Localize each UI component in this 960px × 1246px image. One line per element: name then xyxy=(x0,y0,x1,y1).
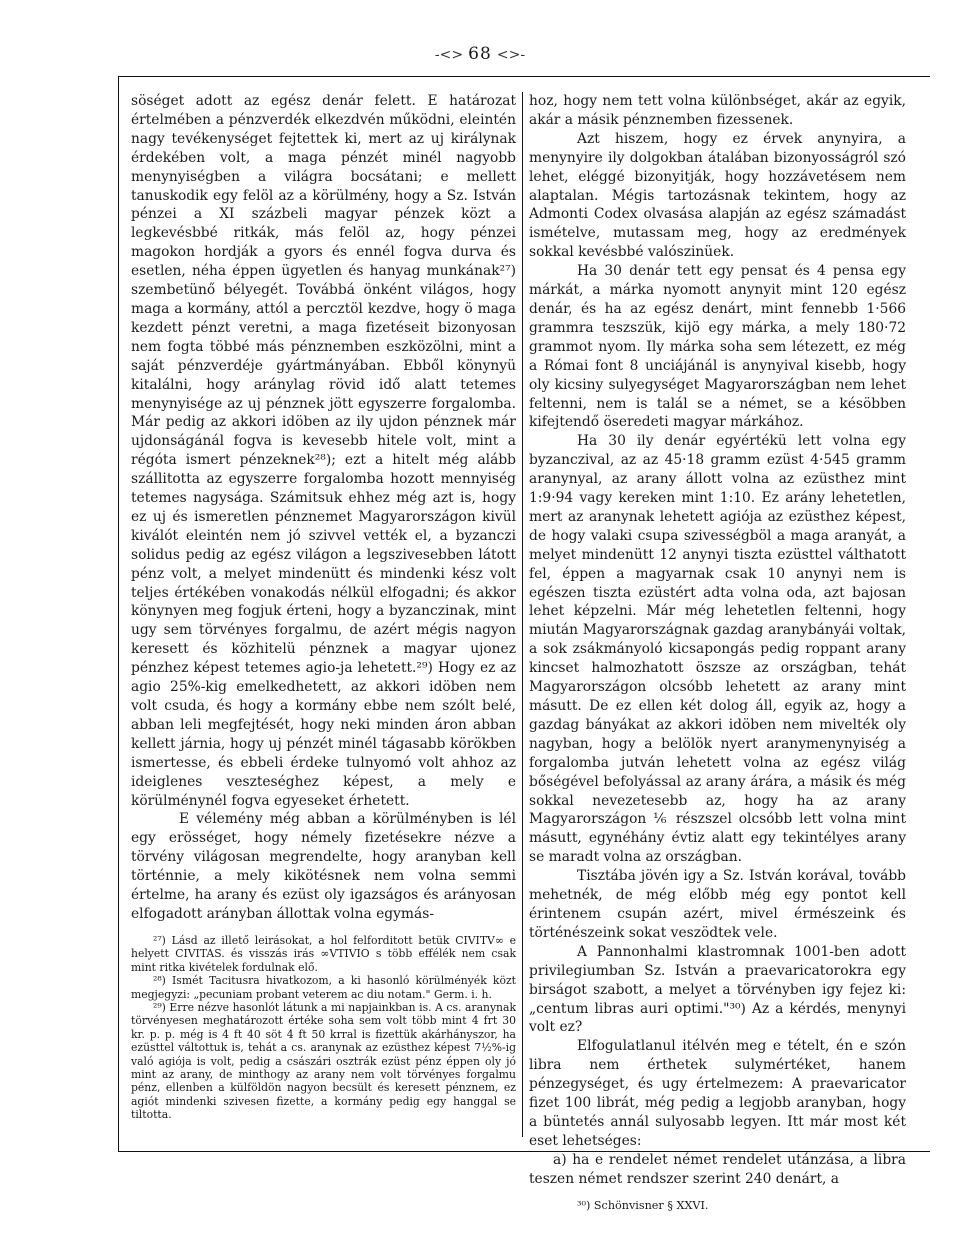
frame-left-rule xyxy=(118,76,119,1152)
ornament-left-icon: -<> xyxy=(434,47,464,63)
paragraph: Ha 30 ily denár egyértékü lett volna egy byzanczival, az az 45·18 gramm ezüst 4·545 gramm aranynyal, az arany állott volna az ezüsthez mint 1:9·94 vagy kereken mint 1:10. Ez arány lehetetlen, mert az aranynak lehetett agiója az ezüsthez képest, de hogy valaki csupa szivességböl a maga aranyát, a melyet mindenütt 12 anynyi tiszta ezüsttel válthatott fel, éppen a magyarnak csak 10 anynyi nem is egészen tiszta ezüstért adta volna oda, azt bajosan lehet képzelni. Már még lehetetlen feltenni, hogy miután Magyarországnak gazdag aranybányái voltak, a sok zsákmányoló kicsapongás pedig roppant arany kincset halmozhatott öszsze az országban, tehát Magyarországon olcsóbb lehetett az arany mint másutt. De ez ellen két dolog áll, egyik az, hogy a gazdag bányákat az akkori idöben nem mivelték oly nagyban, hogy a belölök nyert aranymenynyiség a forgalomba jutván lehetett volna az egész világ bőségével befolyással az arany árára, a másik és még sokkal nevezetesebb az, hogy ha az arany Magyarországon ⅙ részszel olcsóbb lett volna mint másutt, egynéhány évtiz alatt egy tekintélyes arany se maradt volna az országban. xyxy=(529,433,906,866)
footnote: ²⁹) Erre nézve hasonlót látunk a mi napjainkban is. A cs. aranynak törvényesen meghatározott értéke soha sem volt több mint 4 frt 30 kr. p. p. még is 4 ft 40 söt 4 ft 50 krral is fizettük akárhányszor, ha ezüsttel váltottuk is, tehát a cs. aranynak az ezüsthez képest 7½%-ig való agiója is volt, pedig a császári osztrák ezüst pénz éppen oly jó mint az arany, de minthogy az arany nem volt törvényes forgalmu pénz, ellenben a külföldön nagyon becsült és keresett pénznem, ez agiót mindenki szivesen fizette, a kormány pedig egy hanggal se tiltotta. xyxy=(131,1000,516,1122)
column-divider xyxy=(522,92,523,1137)
paragraph: söséget adott az egész denár felett. E határozat értelmében a pénzverdék elkezdvén működni, eleintén nagy tevékenységet fejtettek ki, mert az uj királynak érdekében volt, a maga pénzét minél nagyobb menynyiségben a világra bocsátani; e mellett tanuskodik egy felöl az a körülmény, hogy a Sz. István pénzei a XI százbeli magyar pénzek közt a legkevésbbé ritkák, más felöl az, hogy pénzei magokon hordják a gyors és ennél fogva durva és esetlen, néha éppen ügyetlen és hanyag munkának²⁷) szembetünő bélyegét. Továbbá önként világos, hogy maga a kormány, attól a percztöl kezdve, hogy ö maga kezdett pénzt veretni, a maga fizetéseit bizonyosan nem fogta többé más pénznemben eszközölni, mint a saját pénzverdéje gyártmányában. Ebből könynyü kitalálni, hogy aránylag rövid idő alatt tetemes menynyisége az uj pénznek jött egyszerre forgalomba. Már pedig az akkori idöben az ily ujdon pénznek már ujdonságánál fogva is kevesebb hitele volt, mint a régóta ismert pénzeknek²⁸); ezt a hitelt még alább szállitotta az egyszerre forgalomba hozott mennyiség tetemes nagysága. Számitsuk ehhez még azt is, hogy ez uj és ismeretlen pénznemet Magyarországon kivül kiválót eleintén nem jó szivvel vették el, a byzanczi solidus pedig az egész világon a legszivesebben látott pénz volt, a melyet mindenütt és mindenki kész volt teljes értékében vonakodás nélkül elfogadni; és akkor könynyen meg fogjuk érteni, hogy a byzanczinak, mint ugy sem törvényes forgalmu, de azért mégis nagyon keresett és közhitelü pénznek a magyar ujonez pénzhez képest tetemes agio-ja lehetett.²⁹) Hogy ez az agio 25%-kig emelkedhetett, az akkori idöben nem volt csuda, és hogy a kormány ebbe nem szólt belé, abban leli megfejtését, hogy neki minden áron abban kellett járnia, hogy uj pénzét minél tágasabb körökben ismertesse, és ebbeli érdeke tulnyomó volt ahhoz az ideiglenes veszteséghez képest, a mely e körülménynél fogva egyeseket érhetett. xyxy=(131,93,516,809)
page-header xyxy=(0,44,960,64)
paragraph: hoz, hogy nem tett volna különbséget, akár az egyik, akár a másik pénznemben fizessenek. xyxy=(529,93,906,128)
paragraph: Tisztába jövén igy a Sz. István korával, tovább mehetnék, de még előbb még egy pontot kell érintenem csupán azért, mivel érmészeink és történészeink sokat veszödtek vele. xyxy=(529,868,906,941)
footnote: ³⁰) Schönvisner § XXVI. xyxy=(577,1198,709,1212)
left-column xyxy=(131,92,516,1122)
footnotes xyxy=(529,1199,906,1213)
paragraph: Ha 30 denár tett egy pensat és 4 pensa egy márkát, a márka nyomott anynyit mint 120 egész denár, és ha az egész denárt, mint fennebb 1·566 grammra teszszük, kijö egy márka, a mely 180·72 grammot nyom. Ily márka soha sem létezett, ez még a Római font 8 unciájánál is anynyival kisebb, hogy oly kicsiny sulyegységet Magyarországban nem lehet feltenni, nem is talál se a német, se a késöbben kifejtendő öseredeti magyar márkához. xyxy=(529,263,906,431)
paragraph: Elfogulatlanul itélvén meg e tételt, én e szón libra nem érthetek sulymértéket, hanem pénzegységet, és ugy értelmezem: A praevaricator fizet 100 librát, még pedig a legjobb aranyban, hogy a büntetés annál sulyosabb legyen. Itt már most két eset lehetséges: xyxy=(529,1038,906,1149)
paragraph: Azt hiszem, hogy ez érvek anynyira, a menynyire ily dolgokban átalában bizonyosságról szó lehet, eléggé bizonyitják, hogy hozzávetésem nem alaptalan. Mégis tartozásnak tekintem, hogy az Admonti Codex olvasása alapján az egész számadást ismételve, mutassam meg, hogy az eredmények sokkal kevésbbé valószinüek. xyxy=(529,130,906,261)
footnote: ²⁷) Lásd az illető leirásokat, a hol felforditott betük CIVITV∞ e helyett CIVITAS. és visszás irás ∞VTIVIO s több effélék nem csak mint ritka kivételek fordulnak elő. xyxy=(131,933,516,974)
paragraph: E vélemény még abban a körülményben is lél egy erösséget, hogy némely fizetésekre nézve a törvény világosan megrendelte, hogy aranyban kell történnie, a mely kikötésnek nem volna semmi értelme, ha arany és ezüst oly igazságos és arányosan elfogadott arányban állottak volna egymás- xyxy=(131,811,516,922)
ornament-right-icon: <>- xyxy=(496,47,526,63)
paragraph: a) ha e rendelet német rendelet utánzása, a libra teszen német rendszer szerint 240 denárt, a xyxy=(529,1151,906,1187)
page-number: 68 xyxy=(468,44,492,64)
paragraph: A Pannonhalmi klastromnak 1001-ben adott privilegiumban Sz. István a praevaricatorokra egy birságot szabott, a melyet a törvényben igy fejez ki: „centum libras auri optimi."³⁰) Az a kérdés, menynyi volt ez? xyxy=(529,943,906,1036)
frame-top-rule xyxy=(118,76,930,77)
footnotes xyxy=(131,934,516,1122)
right-column xyxy=(529,92,906,1213)
footnote: ²⁸) Ismét Tacitusra hivatkozom, a ki hasonló körülményék közt megjegyzi: „pecuniam probant veterem ac diu notam." Germ. i. h. xyxy=(131,974,516,1001)
